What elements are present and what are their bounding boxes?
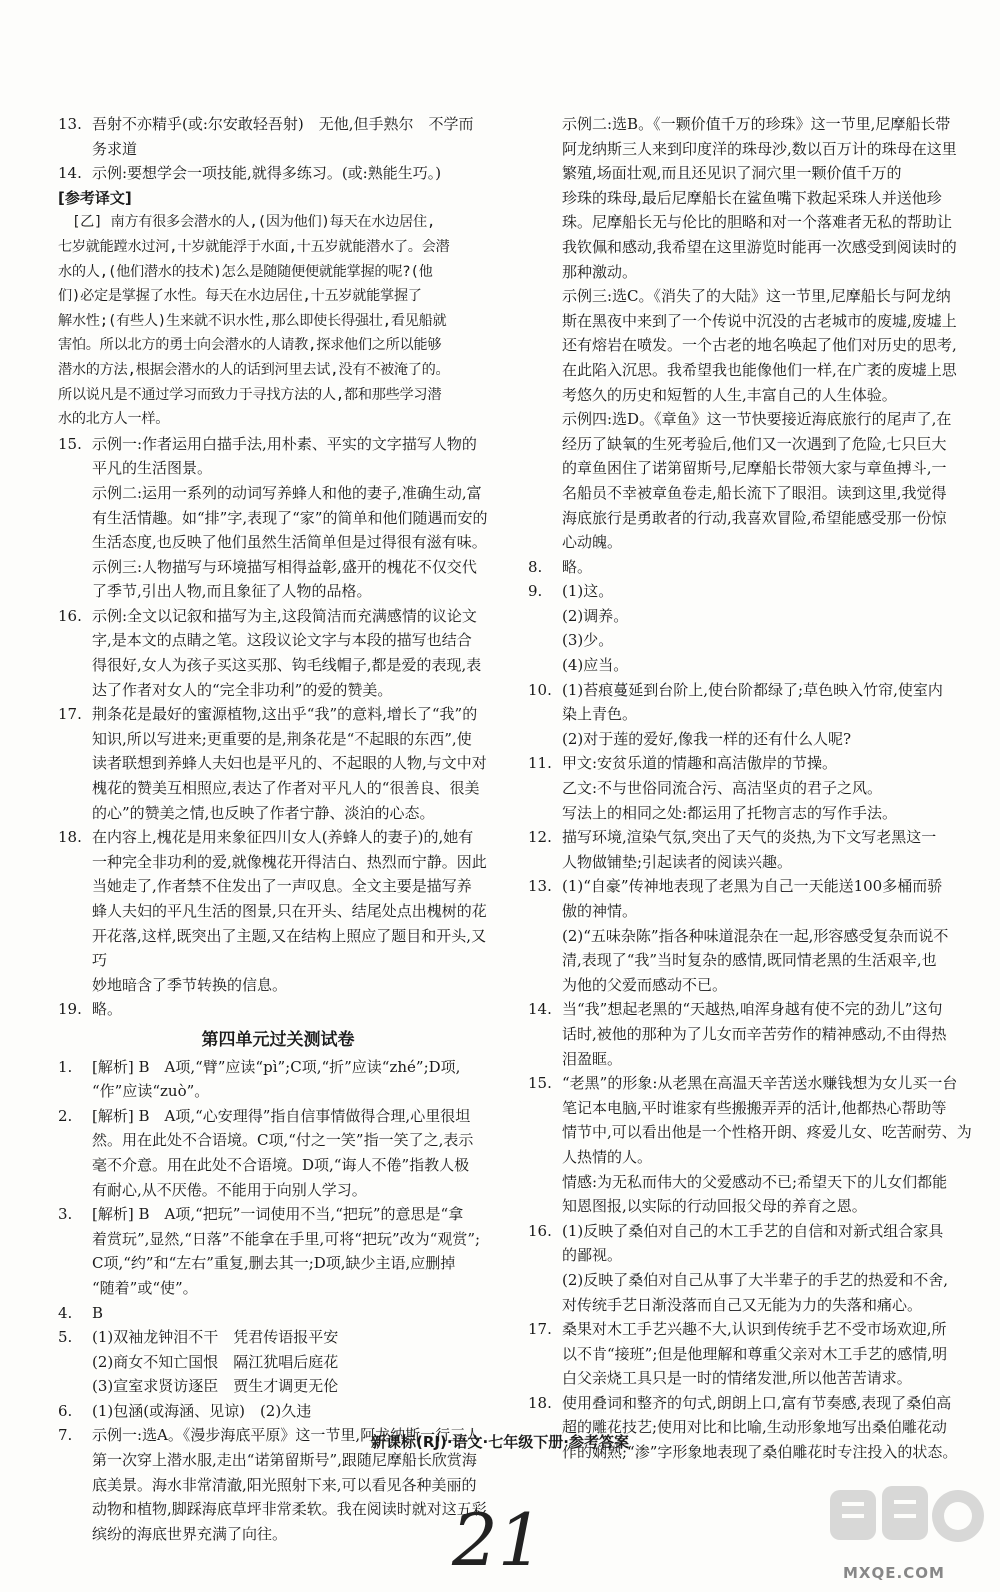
- answer-line: 动物和植物,脚踩海底草坪非常柔软。我在阅读时就对这五彩: [92, 1500, 487, 1519]
- answer-item: [58, 1399, 498, 1424]
- answer-line: 一种完全非功利的爱,就像槐花开得洁白、热烈而宁静。因此: [92, 852, 487, 871]
- answer-line: (2)反映了桑伯对自己从事了大半辈子的手艺的热爱和不舍,: [562, 1270, 949, 1289]
- answer-line: C项,“约”和“左右”重复,删去其一;D项,缺少主语,应删掉: [92, 1254, 456, 1273]
- item-number: 18.: [58, 828, 82, 847]
- answer-line: (3)宣室求贤访逐臣 贾生才调更无伦: [92, 1377, 339, 1396]
- answer-line: 示例四:选D。《章鱼》这一节快要接近海底旅行的尾声了,在: [562, 410, 952, 429]
- answer-line: 桑果对木工手艺兴趣不大,认识到传统手艺不受市场欢迎,所: [562, 1320, 947, 1339]
- translation-line: 解水性;(有些人)生来就不识水性,那么即使长得强壮,看见船就: [58, 312, 447, 329]
- item-number: [528, 112, 562, 284]
- item-body: [562, 112, 972, 284]
- answer-line: 第一次穿上潜水服,走出“诺第留斯号”,跟随尼摩船长欣赏海: [92, 1451, 477, 1470]
- answer-item: [58, 1202, 498, 1300]
- answer-line: 缤纷的海底世界充满了向往。: [92, 1524, 288, 1543]
- answer-line: 知识,所以写进来;更重要的是,荆条花是“不起眼的东西”,使: [92, 729, 472, 748]
- answer-line: 话时,被他的那种为了儿女而辛苦劳作的精神感动,不由得热: [562, 1024, 947, 1043]
- answer-line: 示例二:运用一系列的动词写养蜂人和他的妻子,准确生动,富: [92, 483, 482, 502]
- item-number: 7.: [58, 1426, 73, 1445]
- answer-line: 傲的神情。: [562, 902, 638, 920]
- handwritten-page-number: 21: [452, 1498, 544, 1582]
- answer-line: 示例三:选C。《消失了的大陆》这一节里,尼摩船长与阿龙纳: [562, 287, 951, 306]
- item-body: [92, 604, 498, 702]
- answer-line: “作”应读“zuò”。: [92, 1082, 210, 1101]
- answer-item: [58, 161, 498, 186]
- item-number: 9.: [528, 582, 543, 601]
- answer-line: 还有熔岩在喷发。一个古老的地名唤起了他们对历史的思考,: [562, 336, 957, 355]
- answer-line: 示例二:选B。《一颗价值千万的珍珠》这一节里,尼摩船长带: [562, 115, 951, 133]
- answer-line: 以不肯“接班”;但是他理解和尊重父亲对木工手艺的感情,明: [562, 1344, 948, 1363]
- answer-item: [58, 997, 498, 1022]
- item-number: [528, 407, 562, 555]
- answer-line: 写法上的相同之处:都运用了托物言志的写作手法。: [562, 803, 898, 822]
- answer-item: [528, 1317, 972, 1391]
- answer-line: (1)“自豪”传神地表现了老黑为自己一天能送100多桶而骄: [562, 877, 943, 896]
- answer-item: [58, 481, 498, 555]
- item-number: 5.: [58, 1328, 73, 1347]
- answer-line: 阿龙纳斯三人来到印度洋的珠母沙,数以百万计的珠母在这里: [562, 139, 957, 158]
- answer-line: 繁殖,场面壮观,而且还见识了洞穴里一颗价值千万的: [562, 164, 902, 183]
- answer-line: (1)苔痕蔓延到台阶上,使台阶都绿了;草色映入竹帘,使室内: [562, 680, 943, 699]
- answer-line: 甲文:安贫乐道的情趣和高洁傲岸的节操。: [562, 754, 838, 773]
- answer-item: [528, 1071, 972, 1219]
- translation-line: 水的北方人一样。: [58, 411, 170, 428]
- answer-line: 人热情的人。: [562, 1147, 653, 1166]
- left-column: [58, 112, 498, 1546]
- item-number: 2.: [58, 1106, 73, 1125]
- item-body: [92, 825, 498, 997]
- answer-line: 经历了缺氧的生死考验后,他们又一次遇到了危险,七只巨大: [562, 434, 947, 453]
- answer-line: 为他的父爱而感动不已。: [562, 975, 728, 994]
- answer-line: 着赏玩”,显然,“日落”不能拿在手里,可将“把玩”改为“观赏”;: [92, 1229, 481, 1248]
- answer-line: 示例三:人物描写与环境描写相得益彰,盛开的槐花不仅交代: [92, 557, 477, 576]
- answer-line: 斯在黑夜中来到了一个传说中沉没的古老城市的废墟,废墟上: [562, 311, 957, 330]
- answer-line: 作的娴熟;“渗”字形象地表现了桑伯雕花时专注投入的状态。: [562, 1443, 958, 1462]
- answer-line: 对传统手艺日渐没落而自己又无能为力的失落和痛心。: [562, 1295, 923, 1314]
- answer-line: 染上青色。: [562, 705, 638, 724]
- item-body: [92, 1325, 498, 1399]
- right-column: [528, 112, 972, 1465]
- item-body: [562, 997, 972, 1071]
- translation-line: 潜水的方法,根据会潜水的人的话到河里去试,没有不被淹了的。: [58, 361, 450, 378]
- answer-line: “随着”或“使”。: [92, 1278, 198, 1297]
- answer-line: 示例:全文以记叙和描写为主,这段简洁而充满感情的议论文: [92, 606, 477, 625]
- answer-line: 海底旅行是勇敢者的行动,我喜欢冒险,希望能感受那一份惊: [562, 508, 947, 527]
- answer-line: 使用叠词和整齐的句式,朗朗上口,富有节奏感,表现了桑伯高: [562, 1393, 952, 1412]
- answer-item: [58, 1055, 498, 1104]
- answer-line: 字,是本文的点睛之笔。这段议论文字与本段的描写也结合: [92, 631, 472, 650]
- item-number: 14.: [58, 164, 82, 183]
- answer-line: 示例一:作者运用白描手法,用朴素、平实的文字描写人物的: [92, 434, 477, 453]
- answer-line: [解析] B A项,“心安理得”指自信事情做得合理,心里很坦: [92, 1106, 471, 1125]
- answer-line: 有耐心,从不厌倦。不能用于向别人学习。: [92, 1180, 367, 1199]
- answer-item: [58, 825, 498, 997]
- item-body: [562, 678, 972, 752]
- answer-line: (1)包涵(或海涵、见谅) (2)久违: [92, 1401, 312, 1420]
- answer-line: 得很好,女人为孩子买这买那、钩毛线帽子,都是爱的表现,表: [92, 656, 482, 675]
- translation-line: [乙] 南方有很多会潜水的人,(因为他们)每天在水边居住,: [58, 214, 436, 231]
- item-number: 4.: [58, 1303, 73, 1322]
- answer-line: 在内容上,槐花是用来象征四川女人(养蜂人的妻子)的,她有: [92, 828, 474, 847]
- answer-line: 当“我”想起老黑的“天越热,咱浑身越有使不完的劲儿”这句: [562, 1000, 943, 1019]
- item-number: 19.: [58, 1000, 82, 1019]
- answer-line: 情感:为无私而伟大的父爱感动不已;希望天下的儿女们都能: [562, 1172, 948, 1191]
- item-number: 16.: [528, 1221, 552, 1240]
- answer-line: 知恩图报,以实际的行动回报父母的养育之恩。: [562, 1197, 867, 1216]
- answer-line: (1)这。: [562, 582, 614, 601]
- translation-line: 七岁就能蹚水过河,十岁就能浮于水面,十五岁就能潜水了。会潜: [58, 238, 450, 255]
- answer-item: [58, 1104, 498, 1202]
- answer-line: 底美景。海水非常清澈,阳光照射下来,可以看见各种美丽的: [92, 1475, 477, 1494]
- answer-line: 有生活情趣。如“排”字,表现了“家”的简单和他们随遇而安的: [92, 508, 488, 527]
- answer-line: “老黑”的形象:从老黑在高温天辛苦送水赚钱想为女儿买一台: [562, 1074, 958, 1093]
- answer-item: [58, 604, 498, 702]
- item-body: [562, 1391, 972, 1465]
- answer-line: [解析] B A项,“臂”应读“pì”;C项,“折”应读“zhé”;D项,: [92, 1057, 461, 1076]
- answer-line: 考悠久的历史和短暂的人生,丰富自己的人生体验。: [562, 385, 897, 404]
- answer-line: 平凡的生活图景。: [92, 459, 213, 478]
- translation-heading: [参考译文]: [58, 188, 132, 207]
- item-body: [562, 555, 972, 580]
- answer-line: 情节中,可以看出他是一个性格开朗、疼爱儿女、吃苦耐劳、为: [562, 1123, 972, 1142]
- item-number: 8.: [528, 557, 543, 576]
- answer-line: (3)少。: [562, 631, 614, 650]
- answer-line: 示例一:选A。《漫步海底平原》这一节里,阿龙纳斯一行三人: [92, 1426, 481, 1445]
- item-body: [92, 555, 498, 604]
- answer-line: (1)双袖龙钟泪不干 凭君传语报平安: [92, 1328, 339, 1347]
- answer-line: 然。用在此处不合语境。C项,“付之一笑”指一笑了之,表示: [92, 1131, 474, 1150]
- translation-line: 所以说凡是不通过学习而致力于寻找方法的人,都和那些学习潜: [58, 386, 442, 403]
- answer-item: [58, 702, 498, 825]
- answer-item: [58, 112, 498, 161]
- answer-line: 在此陷入沉思。我希望我也能像他们一样,在广袤的废墟上思: [562, 360, 957, 379]
- answer-line: 珍珠的珠母,最后尼摩船长在鲨鱼嘴下救起采珠人并送他珍: [562, 188, 942, 207]
- answer-item: [58, 555, 498, 604]
- answer-line: 人物做铺垫;引起读者的阅读兴趣。: [562, 852, 793, 871]
- answer-line: (4)应当。: [562, 656, 629, 675]
- item-body: [92, 1399, 498, 1424]
- answer-line: 乙文:不与世俗同流合污、高洁坚贞的君子之风。: [562, 779, 883, 798]
- translation-line: 们)必定是掌握了水性。每天在水边居住,十五岁就能掌握了: [58, 288, 422, 305]
- answer-line: 读者联想到养蜂人夫妇也是平凡的、不起眼的人物,与文中对: [92, 754, 487, 773]
- answer-line: 达了作者对女人的“完全非功利”的爱的赞美。: [92, 680, 393, 699]
- item-body: [562, 407, 972, 555]
- answer-item: [528, 407, 972, 555]
- item-body: [562, 579, 972, 677]
- translation-line: 水的人,(他们潜水的技术)怎么是随随便便就能掌握的呢?(他: [58, 263, 433, 280]
- answer-line: (2)商女不知亡国恨 隔江犹唱后庭花: [92, 1352, 339, 1371]
- answer-item: [528, 112, 972, 284]
- answer-item: [528, 874, 972, 997]
- item-body: [92, 481, 498, 555]
- item-number: 15.: [58, 434, 82, 453]
- item-number: 13.: [58, 115, 82, 133]
- answer-line: 蜂人夫妇的平凡生活的图景,只在开头、结尾处点出槐树的花: [92, 902, 487, 920]
- answer-line: 当她走了,作者禁不住发出了一声叹息。全文主要是描写养: [92, 877, 472, 896]
- item-number: 14.: [528, 1000, 552, 1019]
- item-number: 6.: [58, 1401, 73, 1420]
- answer-line: 白父亲烧工具只是一时的情绪发泄,所以他苦苦请求。: [562, 1369, 912, 1388]
- answer-item: [528, 1391, 972, 1465]
- item-body: [92, 1301, 498, 1326]
- answer-line: 生活态度,也反映了他们虽然生活简单但是过得很有滋有味。: [92, 533, 487, 552]
- item-number: 1.: [58, 1057, 73, 1076]
- item-number: 17.: [58, 705, 82, 724]
- answer-line: 泪盈眶。: [562, 1049, 623, 1068]
- answer-line: 毫不介意。用在此处不合语境。D项,“诲人不倦”指教人极: [92, 1155, 470, 1174]
- item-body: [562, 284, 972, 407]
- answer-line: 名船员不幸被章鱼卷走,船长流下了眼泪。读到这里,我觉得: [562, 483, 947, 502]
- answer-line: B: [92, 1303, 104, 1322]
- item-number: 16.: [58, 606, 82, 625]
- answer-line: (1)反映了桑伯对自己的木工手艺的自信和对新式组合家具: [562, 1221, 944, 1240]
- answer-item: [528, 555, 972, 580]
- handwritten-translation: [58, 210, 498, 431]
- item-number: 18.: [528, 1393, 552, 1412]
- answer-line: 那种激动。: [562, 262, 638, 281]
- item-body: [92, 1055, 498, 1104]
- answer-line: 的心”的赞美之情,也反映了作者宁静、淡泊的心态。: [92, 803, 435, 822]
- answer-line: 的章鱼困住了诺第留斯号,尼摩船长带领大家与章鱼搏斗,一: [562, 459, 947, 478]
- answer-item: [58, 1325, 498, 1399]
- answer-line: 示例:要想学会一项技能,就得多练习。(或:熟能生巧。): [92, 164, 442, 183]
- translation-line: 害怕。所以北方的勇士向会潜水的人请教,探求他们之所以能够: [58, 337, 442, 354]
- answer-line: 描写环境,渲染气氛,突出了天气的炎热,为下文写老黑这一: [562, 828, 937, 847]
- item-number: 3.: [58, 1205, 73, 1224]
- answer-line: (2)调养。: [562, 606, 629, 625]
- answer-line: 槐花的赞美互相照应,表达了作者对平凡人的“很善良、很美: [92, 779, 480, 798]
- answer-item: [528, 997, 972, 1071]
- answer-line: 笔记本电脑,平时谁家有些搬搬弄弄的活计,他都热心帮助等: [562, 1098, 947, 1117]
- item-body: [92, 1202, 498, 1300]
- item-body: [92, 1104, 498, 1202]
- answer-item: [528, 678, 972, 752]
- item-body: [92, 161, 498, 186]
- answer-line: 我钦佩和感动,我希望在这里游览时能再一次感受到阅读时的: [562, 237, 957, 256]
- item-number: 10.: [528, 680, 552, 699]
- item-body: [562, 1071, 972, 1219]
- item-number: 11.: [528, 754, 552, 773]
- answer-line: 开花落,这样,既突出了主题,又在结构上照应了题目和开头,又巧: [92, 926, 487, 970]
- item-number: [528, 284, 562, 407]
- item-body: [92, 702, 498, 825]
- answer-line: 略。: [562, 557, 593, 576]
- answer-line: 务求道: [92, 139, 138, 158]
- item-body: [562, 1317, 972, 1391]
- answer-line: 荆条花是最好的蜜源植物,这出乎“我”的意料,增长了“我”的: [92, 705, 478, 724]
- item-number: [58, 555, 92, 604]
- answer-line: 的鄙视。: [562, 1246, 623, 1265]
- answer-line: [解析] B A项,“把玩”一词使用不当,“把玩”的意思是“拿: [92, 1205, 464, 1224]
- answer-line: (2)“五味杂陈”指各种味道混杂在一起,形容感受复杂而说不: [562, 926, 949, 945]
- answer-item: [58, 432, 498, 481]
- answer-line: 清,表现了“我”当时复杂的感情,既同情老黑的生活艰辛,也: [562, 951, 937, 970]
- answer-line: 吾射不亦精乎(或:尔安敢轻吾射) 无他,但手熟尔 不学而: [92, 115, 474, 133]
- item-body: [92, 432, 498, 481]
- answer-line: 妙地暗含了季节转换的信息。: [92, 975, 288, 994]
- answer-item: [58, 1301, 498, 1326]
- answer-line: 珠。尼摩船长无与伦比的胆略和对一个落难者无私的帮助让: [562, 213, 953, 232]
- item-body: [562, 751, 972, 825]
- item-number: 12.: [528, 828, 552, 847]
- answer-item: [528, 579, 972, 677]
- page-footer: 新课标(RJ)·语文·七年级下册·参考答案: [371, 1433, 629, 1451]
- section-title: 第四单元过关测试卷: [201, 1029, 355, 1050]
- item-body: [92, 112, 498, 161]
- item-body: [92, 997, 498, 1022]
- answer-item: [528, 1219, 972, 1317]
- answer-line: 超的雕花技艺;使用对比和比喻,生动形象地写出桑伯雕花动: [562, 1418, 947, 1437]
- item-body: [562, 825, 972, 874]
- item-number: 13.: [528, 877, 552, 896]
- watermark-url: MXQE.COM: [843, 1564, 945, 1582]
- answer-item: [528, 825, 972, 874]
- answer-item: [528, 284, 972, 407]
- item-body: [562, 1219, 972, 1317]
- answer-line: 心动魄。: [562, 533, 623, 552]
- item-body: [562, 874, 972, 997]
- item-number: [58, 481, 92, 555]
- item-number: 17.: [528, 1320, 552, 1339]
- answer-line: 了季节,引出人物,而且象征了人物的品格。: [92, 582, 372, 601]
- answer-line: 略。: [92, 1000, 123, 1019]
- answer-item: [528, 751, 972, 825]
- answer-line: (2)对于莲的爱好,像我一样的还有什么人呢?: [562, 729, 852, 748]
- item-number: 15.: [528, 1074, 552, 1093]
